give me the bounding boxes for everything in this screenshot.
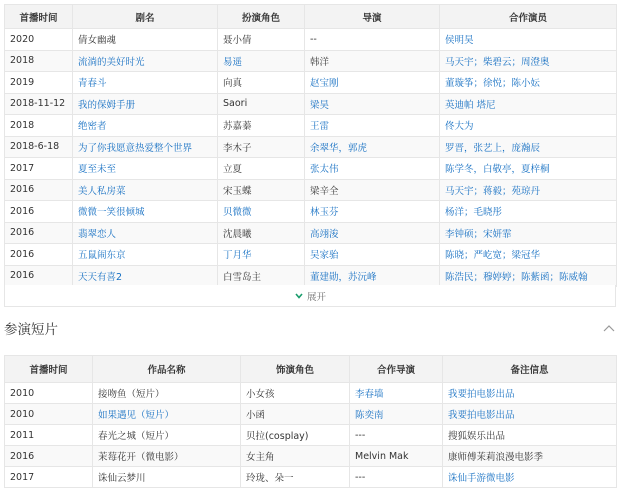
table-row	[5, 265, 617, 287]
cell-text: 白雪岛主	[223, 271, 262, 283]
table-cell	[440, 222, 617, 244]
table-cell	[440, 93, 617, 115]
cell-text: 2018	[10, 119, 35, 131]
column-header: 备注信息	[443, 356, 617, 383]
table-cell	[440, 179, 617, 201]
table-cell	[73, 115, 218, 137]
table-row	[5, 201, 617, 223]
cell-link[interactable]: 陈学冬，白敬亭，夏梓桐	[445, 164, 550, 176]
chevron-down-icon	[294, 291, 304, 301]
table-cell	[73, 265, 218, 287]
table-cell	[5, 404, 93, 425]
cell-link[interactable]: 我要拍电影出品	[448, 410, 515, 421]
table-cell	[241, 446, 350, 467]
table-cell	[440, 158, 617, 180]
table-cell	[218, 244, 305, 266]
table-cell	[73, 244, 218, 266]
table-row	[5, 244, 617, 266]
cell-text: 2016	[10, 248, 35, 260]
cell-text: 女主角	[246, 452, 275, 463]
cell-text: ---	[355, 471, 366, 483]
column-header: 剧名	[73, 5, 218, 29]
table-cell	[241, 467, 350, 488]
table-cell	[93, 425, 241, 446]
cell-link[interactable]: 微微一笑很倾城	[78, 207, 145, 219]
cell-link[interactable]: 王雷	[310, 121, 330, 133]
table-cell	[218, 265, 305, 287]
table-cell	[440, 50, 617, 72]
table-cell	[305, 50, 440, 72]
cell-text: 2016	[10, 227, 35, 239]
cell-text: 接吻鱼（短片）	[98, 389, 165, 400]
table-cell	[440, 244, 617, 266]
table-cell	[305, 29, 440, 51]
table-cell	[218, 115, 305, 137]
cell-text: 2016	[10, 184, 35, 196]
cell-link[interactable]: 杨洋；毛晓彤	[445, 207, 503, 219]
cell-link[interactable]: 梁昊	[310, 99, 330, 111]
cell-text: 2018	[10, 55, 35, 67]
cell-link[interactable]: 陈浩民；穆婷婷；陈紫函；陈威翰	[445, 271, 588, 283]
cell-text: 诛仙云梦川	[98, 473, 146, 484]
cell-link[interactable]: 侯明昊	[445, 35, 474, 47]
table-cell	[218, 201, 305, 223]
cell-link[interactable]: 我要拍电影出品	[448, 389, 515, 400]
column-header: 合作演员	[440, 5, 617, 29]
table-cell	[93, 404, 241, 425]
table-cell	[443, 467, 617, 488]
table-cell	[218, 50, 305, 72]
column-header: 扮演角色	[218, 5, 305, 29]
table-cell	[305, 93, 440, 115]
table-cell	[443, 404, 617, 425]
table-cell	[5, 158, 73, 180]
cell-text: 立夏	[223, 164, 243, 176]
table-row	[5, 222, 617, 244]
table-cell	[5, 467, 93, 488]
table-cell	[218, 93, 305, 115]
cell-link[interactable]: 余翠华，郭虎	[310, 142, 368, 154]
tv-drama-table	[4, 4, 617, 287]
table-cell	[305, 115, 440, 137]
table-cell	[305, 201, 440, 223]
cell-text: 沈晨曦	[223, 228, 252, 240]
table-cell	[241, 404, 350, 425]
tv-table-header-row	[5, 5, 617, 29]
cell-link[interactable]: 英迪帕 塔尼	[445, 99, 496, 111]
cell-text: 梁辛全	[310, 185, 339, 197]
table-cell	[218, 136, 305, 158]
table-cell	[93, 383, 241, 404]
table-cell	[218, 72, 305, 94]
table-cell	[5, 179, 73, 201]
table-cell	[5, 136, 73, 158]
cell-link[interactable]: 罗晋，张艺上，庞瀚辰	[445, 142, 541, 154]
cell-text: 康师傅茉莉浪漫电影季	[448, 452, 544, 463]
cell-link[interactable]: 赵宝刚	[310, 78, 339, 90]
cell-link[interactable]: 李春墙	[355, 389, 384, 400]
table-cell	[73, 179, 218, 201]
table-cell	[73, 222, 218, 244]
cell-text: 春光之城（短片）	[98, 431, 175, 442]
cell-text: 2010	[10, 387, 35, 399]
cell-link[interactable]: 吴家骀	[310, 250, 339, 262]
cell-text: 2016	[10, 270, 35, 282]
table-row	[5, 93, 617, 115]
cell-link[interactable]: 流淌的美好时光	[78, 56, 145, 68]
table-row	[5, 404, 617, 425]
cell-link[interactable]: 五鼠闹东京	[78, 250, 126, 262]
table-cell	[73, 72, 218, 94]
cell-link[interactable]: 佟大为	[445, 121, 474, 133]
table-row	[5, 383, 617, 404]
cell-link[interactable]: 高翊浚	[310, 228, 339, 240]
table-cell	[73, 29, 218, 51]
table-cell	[73, 50, 218, 72]
cell-link[interactable]: 美人私房菜	[78, 185, 126, 197]
table-row	[5, 179, 617, 201]
cell-link[interactable]: 陈奕南	[355, 410, 384, 421]
cell-text: 李木子	[223, 142, 252, 154]
column-header: 首播时间	[5, 356, 93, 383]
cell-text: 小女孩	[246, 389, 275, 400]
cell-link[interactable]: 马天宇；蒋毅；苑琼丹	[445, 185, 541, 197]
table-cell	[73, 201, 218, 223]
expand-label: 展开	[306, 291, 326, 303]
table-cell	[218, 222, 305, 244]
table-cell	[305, 244, 440, 266]
table-cell	[93, 446, 241, 467]
table-cell	[5, 446, 93, 467]
table-cell	[5, 115, 73, 137]
cell-link[interactable]: 翡翠恋人	[78, 228, 117, 240]
table-cell	[5, 93, 73, 115]
short-films-table	[4, 355, 617, 488]
cell-link[interactable]: 我的保姆手册	[78, 99, 136, 111]
table-cell	[73, 136, 218, 158]
cell-text: 向真	[223, 78, 243, 90]
table-cell	[440, 72, 617, 94]
table-cell	[5, 201, 73, 223]
cell-text: 玲珑、朵一	[246, 473, 294, 484]
cell-text: 2018-6-18	[10, 141, 60, 153]
chevron-up-icon[interactable]	[603, 324, 615, 332]
column-header: 饰演角色	[241, 356, 350, 383]
section-title: 参演短片	[4, 322, 58, 338]
table-cell	[5, 244, 73, 266]
table-cell	[5, 383, 93, 404]
cell-text: 宋玉蝶	[223, 185, 252, 197]
cell-text: 2017	[10, 471, 35, 483]
table-cell	[5, 222, 73, 244]
table-cell	[218, 158, 305, 180]
table-cell	[5, 50, 73, 72]
table-cell	[5, 29, 73, 51]
table-cell	[241, 383, 350, 404]
cell-text: 2010	[10, 408, 35, 420]
cell-link[interactable]: 李钟硕；宋妍霏	[445, 228, 512, 240]
table-cell	[305, 136, 440, 158]
table-row	[5, 425, 617, 446]
cell-link[interactable]: 张太伟	[310, 164, 339, 176]
cell-link[interactable]: 天天有喜2	[78, 271, 123, 283]
table-cell	[443, 446, 617, 467]
cell-text: 2016	[10, 450, 35, 462]
cell-link[interactable]: 为了你我愿意热爱整个世界	[78, 142, 193, 154]
column-header: 作品名称	[93, 356, 241, 383]
cell-text: 2017	[10, 162, 35, 174]
table-cell	[5, 72, 73, 94]
table-cell	[443, 383, 617, 404]
table-cell	[350, 404, 443, 425]
table-cell	[440, 136, 617, 158]
cell-text: 茉莓花开（微电影）	[98, 452, 184, 463]
table-cell	[73, 158, 218, 180]
table-cell	[305, 158, 440, 180]
cell-link[interactable]: 绝密者	[78, 121, 107, 133]
cell-link[interactable]: 易遥	[223, 56, 243, 68]
cell-link[interactable]: 董建勋，苏沅峰	[310, 271, 377, 283]
cell-text: 2011	[10, 429, 35, 441]
table-cell	[241, 425, 350, 446]
table-row	[5, 136, 617, 158]
cell-text: 韩洋	[310, 56, 330, 68]
cell-text: ---	[355, 429, 366, 441]
table-cell	[5, 425, 93, 446]
cell-text: Melvin Mak	[355, 450, 409, 462]
table-cell	[93, 467, 241, 488]
table-row	[5, 158, 617, 180]
table-row	[5, 50, 617, 72]
cell-text: 2019	[10, 76, 35, 88]
table-row	[5, 115, 617, 137]
table-cell	[350, 446, 443, 467]
table-cell	[350, 383, 443, 404]
table-cell	[350, 467, 443, 488]
cell-text: 2020	[10, 33, 35, 45]
table-cell	[305, 72, 440, 94]
cell-link[interactable]: 董璇筝；徐悦；陈小妘	[445, 78, 541, 90]
cell-link[interactable]: 马天宇；柴碧云；周澄奥	[445, 56, 550, 68]
table-cell	[305, 222, 440, 244]
table-cell	[305, 179, 440, 201]
cell-text: 2016	[10, 205, 35, 217]
table-row	[5, 29, 617, 51]
table-row	[5, 467, 617, 488]
cell-link[interactable]: 林玉芬	[310, 207, 339, 219]
short-table-header-row	[5, 356, 617, 383]
table-cell	[440, 29, 617, 51]
cell-link[interactable]: 青春斗	[78, 78, 107, 90]
column-header: 首播时间	[5, 5, 73, 29]
table-cell	[350, 425, 443, 446]
cell-text: 搜狐娱乐出品	[448, 431, 506, 442]
expand-button[interactable]	[4, 285, 616, 307]
cell-text: 倩女幽魂	[78, 35, 117, 47]
table-row	[5, 446, 617, 467]
cell-text: 贝拉(cosplay)	[246, 431, 309, 442]
cell-link[interactable]: 贝微微	[223, 207, 252, 219]
cell-link[interactable]: 陈晓；严屹宽；梁冠华	[445, 250, 541, 262]
cell-text: --	[310, 33, 317, 45]
cell-link[interactable]: 如果遇见（短片）	[98, 410, 175, 421]
table-cell	[5, 265, 73, 287]
cell-text: 小函	[246, 410, 266, 421]
table-cell	[305, 265, 440, 287]
table-row	[5, 72, 617, 94]
table-cell	[443, 425, 617, 446]
table-cell	[218, 179, 305, 201]
cell-text: Saori	[223, 98, 248, 110]
column-header: 导演	[305, 5, 440, 29]
cell-link[interactable]: 诛仙手游微电影	[448, 473, 515, 484]
table-cell	[218, 29, 305, 51]
cell-link[interactable]: 夏至未至	[78, 164, 117, 176]
cell-link[interactable]: 丁月华	[223, 250, 252, 262]
table-cell	[440, 115, 617, 137]
table-cell	[440, 265, 617, 287]
cell-text: 聂小倩	[223, 35, 252, 47]
table-cell	[440, 201, 617, 223]
table-cell	[73, 93, 218, 115]
cell-text: 苏嘉蓁	[223, 121, 252, 133]
column-header: 合作导演	[350, 356, 443, 383]
cell-text: 2018-11-12	[10, 98, 66, 110]
